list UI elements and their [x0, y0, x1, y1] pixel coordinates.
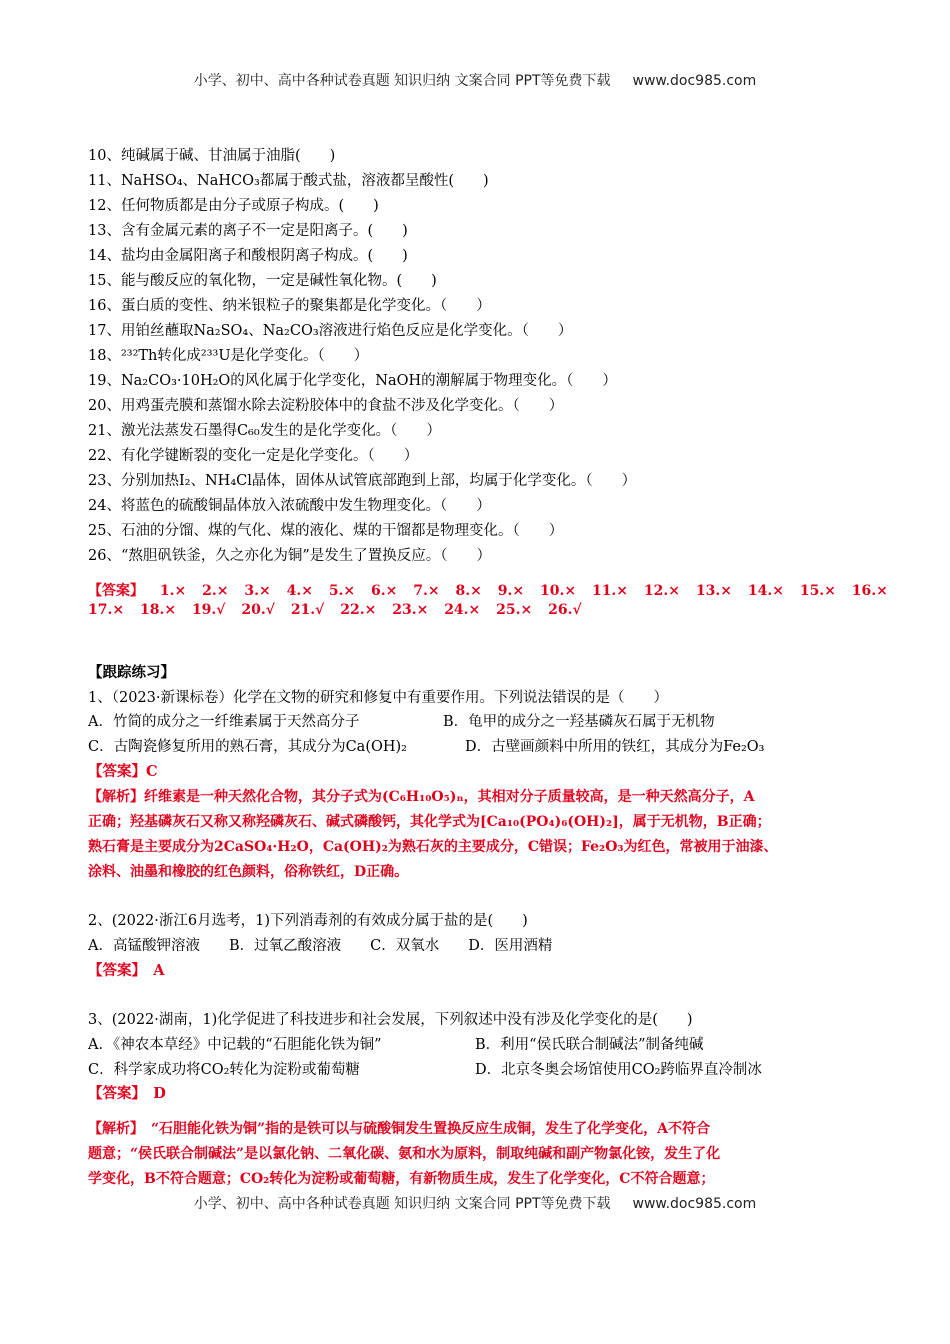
p3-answer: 【答案】 D [88, 1085, 166, 1102]
answer-item: 16.× [851, 583, 888, 599]
page-header [0, 70, 950, 90]
question-15: 15、能与酸反应的氧化物，一定是碱性氧化物。( ) [88, 273, 437, 289]
page-footer [0, 1193, 950, 1213]
p1-option-a: A．竹简的成分之一纤维素属于天然高分子 [88, 714, 360, 730]
answer-item: 14.× [747, 583, 784, 599]
header-site: www.doc985.com [632, 73, 757, 89]
question-14: 14、盐均由金属阳离子和酸根阴离子构成。( ) [88, 248, 408, 264]
question-24: 24、将蓝色的硫酸铜晶体放入浓硫酸中发生物理变化。（ ） [88, 498, 491, 514]
answer-item: 22.× [340, 602, 377, 618]
answer-item: 11.× [591, 583, 629, 599]
p2-options: A．高锰酸钾溶液 B．过氧乙酸溶液 C．双氧水 D．医用酒精 [88, 938, 553, 954]
question-20: 20、用鸡蛋壳膜和蒸馏水除去淀粉胶体中的食盐不涉及化学变化。（ ） [88, 398, 564, 414]
answer-item: 5.× [328, 583, 356, 599]
question-25: 25、石油的分馏、煤的气化、煤的液化、煤的干馏都是物理变化。（ ） [88, 523, 564, 539]
answer-item: 21.√ [290, 602, 325, 618]
answers-row-1 [88, 581, 899, 601]
answer-item: 4.× [286, 583, 313, 599]
answer-item: 17.× [88, 602, 125, 618]
p1-stem: 1、（2023·新课标卷）化学在文物的研究和修复中有重要作用。下列说法错误的是（ ） [88, 690, 668, 706]
footer-site: www.doc985.com [632, 1196, 757, 1212]
answer-item: 7.× [413, 583, 440, 599]
question-23: 23、分别加热I₂、NH₄Cl晶体，固体从试管底部跑到上部，均属于化学变化。（ ） [88, 473, 637, 489]
answer-item: 12.× [643, 583, 681, 599]
p3-option-d: D．北京冬奥会场馆使用CO₂跨临界直冷制冰 [475, 1062, 762, 1078]
p3-explanation-2: 题意；“侯氏联合制碱法”是以氯化钠、二氧化碳、氨和水为原料，制取纯碱和副产物氯化铵，发生了化 [88, 1146, 721, 1162]
answer-item: 15.× [799, 583, 836, 599]
answer-item: 8.× [455, 583, 482, 599]
p1-option-d: D．古壁画颜料中所用的铁红，其成分为Fe₂O₃ [465, 739, 765, 755]
answer-item: 20.√ [241, 602, 275, 618]
question-13: 13、含有金属元素的离子不一定是阳离子。( ) [88, 223, 408, 239]
question-21: 21、激光法蒸发石墨得C₆₀发生的是化学变化。（ ） [88, 423, 441, 439]
answer-item: 9.× [497, 583, 525, 599]
header-text: 小学、初中、高中各种试卷真题 知识归纳 文案合同 PPT等免费下载 [193, 73, 611, 89]
practice-title: 【跟踪练习】 [88, 664, 175, 681]
answer-item: 23.× [392, 602, 429, 618]
p3-option-c: C．科学家成功将CO₂转化为淀粉或葡萄糖 [88, 1062, 360, 1078]
p3-explanation-1: 【解析】 “石胆能化铁为铜”指的是铁可以与硫酸铜发生置换反应生成铜，发生了化学变化，A不符合 [88, 1121, 710, 1137]
answer-item: 13.× [695, 583, 732, 599]
p3-option-b: B．利用“侯氏联合制碱法”制备纯碱 [475, 1037, 704, 1053]
answer-item: 3.× [244, 583, 271, 599]
answer-item: 19.√ [191, 602, 226, 618]
p1-explanation-2: 正确；羟基磷灰石又称又称羟磷灰石、碱式磷酸钙，其化学式为[Ca₁₀(PO₄)₆(OH)₂]，属于无机物，B正确； [88, 814, 771, 830]
question-16: 16、蛋白质的变性、纳米银粒子的聚集都是化学变化。（ ） [88, 298, 491, 314]
answers-row-2 [88, 600, 593, 620]
p1-explanation-1: 【解析】纤维素是一种天然化合物，其分子式为(C₆H₁₀O₅)ₙ，其相对分子质量较高，是一种天然高分子，A [88, 789, 755, 805]
answer-item: 26.√ [548, 602, 582, 618]
answer-item: 24.× [444, 602, 481, 618]
answers-label: 【答案】 [88, 583, 144, 599]
footer-text: 小学、初中、高中各种试卷真题 知识归纳 文案合同 PPT等免费下载 [193, 1196, 611, 1212]
p1-option-b: B．龟甲的成分之一羟基磷灰石属于无机物 [443, 714, 715, 730]
p1-explanation-4: 涂料、油墨和橡胶的红色颜料，俗称铁红，D正确。 [88, 864, 409, 880]
answer-item: 6.× [371, 583, 398, 599]
answer-item: 10.× [539, 583, 577, 599]
answer-item: 25.× [496, 602, 533, 618]
question-17: 17、用铂丝蘸取Na₂SO₄、Na₂CO₃溶液进行焰色反应是化学变化。（ ） [88, 323, 573, 339]
question-10: 10、纯碱属于碱、甘油属于油脂( ) [88, 148, 336, 164]
p1-answer: 【答案】C [88, 763, 158, 780]
p1-option-c: C．古陶瓷修复所用的熟石膏，其成分为Ca(OH)₂ [88, 739, 407, 755]
p2-stem: 2、(2022·浙江6月选考，1)下列消毒剂的有效成分属于盐的是( ) [88, 913, 528, 929]
answer-item: 1.× [159, 583, 187, 599]
answer-item: 2.× [202, 583, 229, 599]
p3-option-a: A．《神农本草经》中记载的“石胆能化铁为铜” [88, 1037, 382, 1053]
question-12: 12、任何物质都是由分子或原子构成。( ) [88, 198, 379, 214]
p2-answer: 【答案】 A [88, 962, 165, 979]
p3-explanation-3: 学变化，B不符合题意；CO₂转化为淀粉或葡萄糖，有新物质生成，发生了化学变化，C不符合题意； [88, 1171, 715, 1187]
p3-stem: 3、(2022·湖南，1)化学促进了科技进步和社会发展，下列叙述中没有涉及化学变化的是( ) [88, 1012, 693, 1028]
question-11: 11、NaHSO₄、NaHCO₃都属于酸式盐，溶液都呈酸性( ) [88, 173, 489, 189]
question-19: 19、Na₂CO₃·10H₂O的风化属于化学变化，NaOH的潮解属于物理变化。（ ） [88, 373, 617, 389]
question-22: 22、有化学键断裂的变化一定是化学变化。（ ） [88, 448, 419, 464]
answer-item: 18.× [139, 602, 177, 618]
question-26: 26、“熬胆矾铁釜，久之亦化为铜”是发生了置换反应。（ ） [88, 548, 492, 564]
question-18: 18、²³²Th转化成²³³U是化学变化。（ ） [88, 348, 369, 364]
p1-explanation-3: 熟石膏是主要成分为2CaSO₄·H₂O，Ca(OH)₂为熟石灰的主要成分，C错误；Fe₂O₃为红色，常被用于油漆、 [88, 839, 778, 855]
